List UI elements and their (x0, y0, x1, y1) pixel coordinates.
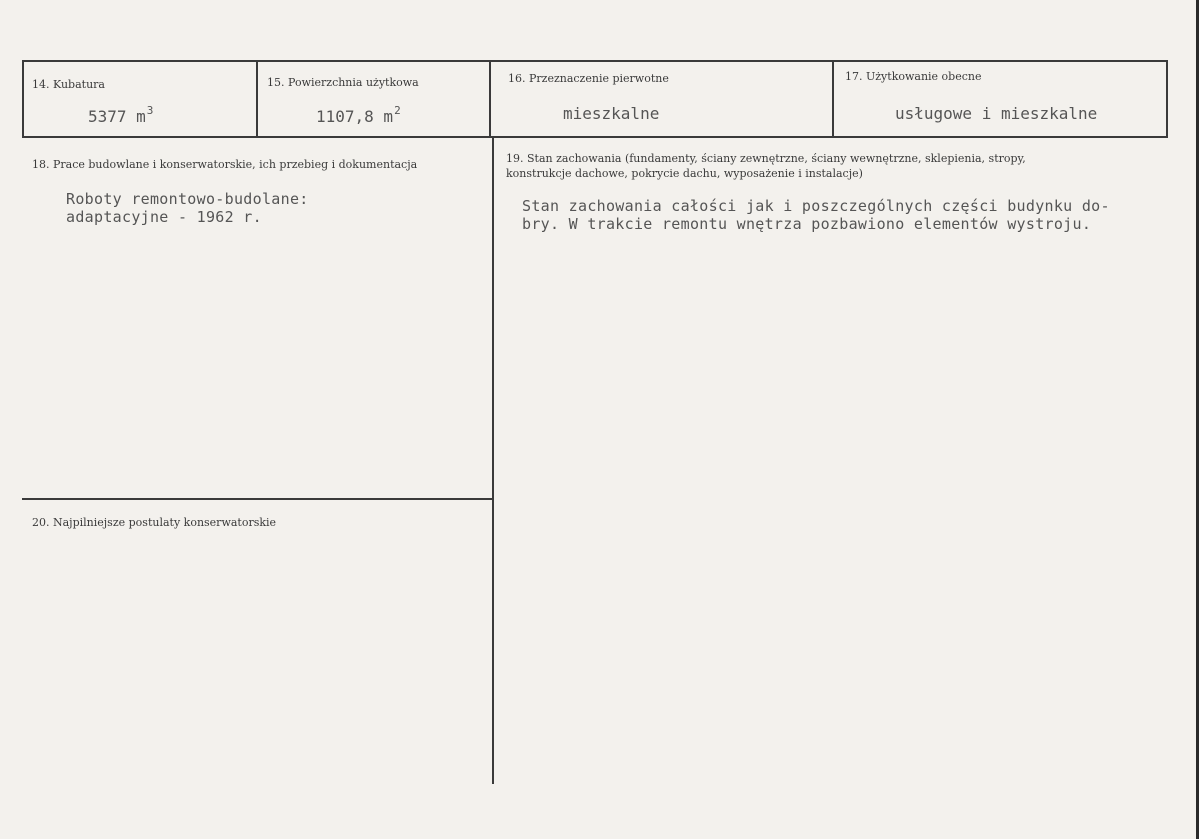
field-15-value: 1107,8 $m^2$ (316, 104, 401, 126)
right-rule (1166, 60, 1168, 138)
field-19-line-1: Stan zachowania całości jak i poszczególnych części budynku do- (522, 197, 1110, 215)
field-17-value: usługowe i mieszkalne (895, 104, 1098, 123)
center-divider (492, 136, 494, 784)
field-14-value: 5377 $m^3$ (88, 104, 154, 126)
field-18-line-2: adaptacyjne - 1962 r. (66, 208, 262, 226)
field-16-label: 16. Przeznaczenie pierwotne (508, 72, 669, 85)
field-14-label: 14. Kubatura (32, 78, 105, 91)
divider-16-17 (832, 60, 834, 138)
top-rule (22, 60, 1168, 62)
divider-15-16 (489, 60, 491, 138)
left-rule (22, 60, 24, 138)
field-19-label-line-1: 19. Stan zachowania (fundamenty, ściany zewnętrzne, ściany wewnętrzne, sklepienia, stropy, (506, 152, 1026, 165)
field-16-value: mieszkalne (563, 104, 660, 123)
unit-exponent: 2 (394, 104, 401, 117)
divider-14-15 (256, 60, 258, 138)
section18-bottom-rule (22, 498, 492, 500)
field-18-label: 18. Prace budowlane i konserwatorskie, ich przebieg i dokumentacja (32, 158, 418, 171)
field-19-line-2: bry. W trakcie remontu wnętrza pozbawiono elementów wystroju. (522, 215, 1092, 233)
field-15-label: 15. Powierzchnia użytkowa (267, 76, 419, 89)
field-17-label: 17. Użytkowanie obecne (845, 70, 982, 83)
row1-bottom-rule (22, 136, 1168, 138)
field-18-line-1: Roboty remontowo-budolane: (66, 190, 309, 208)
field-20-label: 20. Najpilniejsze postulaty konserwatorskie (32, 516, 277, 529)
field-19-label-line-2: konstrukcje dachowe, pokrycie dachu, wyposażenie i instalacje) (506, 167, 863, 180)
unit-exponent: 3 (146, 104, 154, 117)
